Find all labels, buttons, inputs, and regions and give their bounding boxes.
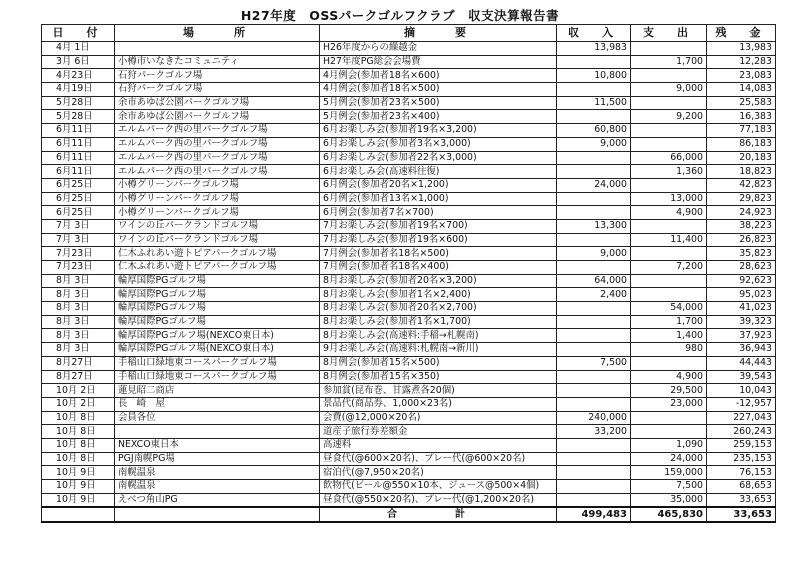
- cell-income: 9,000: [557, 247, 631, 261]
- cell-summary: 4月例会(参加者18名×600): [320, 69, 557, 83]
- cell-summary: H26年度からの繰越金: [320, 42, 557, 56]
- total-balance: 33,653: [707, 507, 776, 522]
- cell-summary: 6月お楽しみ会(参加者19名×3,200): [320, 124, 557, 138]
- header-place: 場 所: [115, 25, 320, 42]
- cell-summary: H27年度PG総会会場費: [320, 55, 557, 69]
- cell-summary: 昼食代(@550×20名)、プレー代(@1,200×20名): [320, 493, 557, 507]
- cell-balance: 42,823: [707, 178, 776, 192]
- cell-balance: 39,543: [707, 370, 776, 384]
- cell-place: 輪厚国際PGゴルフ場(NEXCO東日本): [115, 343, 320, 357]
- cell-date: 6月11日: [42, 151, 115, 165]
- cell-balance: 44,443: [707, 356, 776, 370]
- ledger-body: [42, 42, 776, 508]
- cell-balance: 23,083: [707, 69, 776, 83]
- cell-income: 64,000: [557, 274, 631, 288]
- cell-income: 240,000: [557, 411, 631, 425]
- cell-balance: 35,823: [707, 247, 776, 261]
- cell-expense: 23,000: [631, 397, 707, 411]
- cell-summary: 5月例会(参加者23名×500): [320, 96, 557, 110]
- table-row: [42, 411, 776, 425]
- cell-date: 10月 8日: [42, 425, 115, 439]
- cell-summary: 7月例会(参加者名18名×400): [320, 261, 557, 275]
- cell-date: 8月 3日: [42, 302, 115, 316]
- cell-expense: 54,000: [631, 302, 707, 316]
- cell-balance: 77,183: [707, 124, 776, 138]
- cell-balance: 26,823: [707, 233, 776, 247]
- cell-income: [557, 315, 631, 329]
- cell-date: 8月 3日: [42, 274, 115, 288]
- cell-income: [557, 370, 631, 384]
- cell-summary: 7月お楽しみ会(参加者19名×600): [320, 233, 557, 247]
- cell-date: 10月 8日: [42, 438, 115, 452]
- table-row: [42, 384, 776, 398]
- cell-balance: 29,823: [707, 192, 776, 206]
- cell-balance: 20,183: [707, 151, 776, 165]
- cell-date: 8月 3日: [42, 288, 115, 302]
- cell-place: 手稲山口緑地東コースパークゴルフ場: [115, 356, 320, 370]
- cell-balance: 68,653: [707, 480, 776, 494]
- table-row: [42, 302, 776, 316]
- cell-date: 10月 2日: [42, 397, 115, 411]
- table-row: [42, 466, 776, 480]
- cell-balance: 260,243: [707, 425, 776, 439]
- table-row: [42, 96, 776, 110]
- cell-expense: 35,000: [631, 493, 707, 507]
- cell-income: [557, 384, 631, 398]
- cell-income: [557, 480, 631, 494]
- cell-date: 10月 8日: [42, 411, 115, 425]
- cell-expense: 1,090: [631, 438, 707, 452]
- cell-income: [557, 261, 631, 275]
- cell-summary: 6月お楽しみ会(参加者22名×3,000): [320, 151, 557, 165]
- cell-income: [557, 452, 631, 466]
- cell-date: 10月 9日: [42, 466, 115, 480]
- table-row: [42, 206, 776, 220]
- cell-income: [557, 151, 631, 165]
- cell-date: 10月 2日: [42, 384, 115, 398]
- cell-date: 6月11日: [42, 137, 115, 151]
- cell-date: 7月 3日: [42, 233, 115, 247]
- table-row: [42, 315, 776, 329]
- table-row: [42, 261, 776, 275]
- cell-place: エルムパーク西の里パークゴルフ場: [115, 151, 320, 165]
- cell-expense: 1,400: [631, 329, 707, 343]
- cell-expense: [631, 124, 707, 138]
- cell-summary: 会費(@12,000×20名): [320, 411, 557, 425]
- cell-summary: 高速料: [320, 438, 557, 452]
- table-row: [42, 151, 776, 165]
- cell-income: 2,400: [557, 288, 631, 302]
- cell-place: えべつ角山PG: [115, 493, 320, 507]
- table-row: [42, 343, 776, 357]
- cell-income: 33,200: [557, 425, 631, 439]
- cell-balance: 25,583: [707, 96, 776, 110]
- cell-place: 長 崎 屋: [115, 397, 320, 411]
- cell-balance: 259,153: [707, 438, 776, 452]
- cell-place: 仁木ふれあい遊トピアパークゴルフ場: [115, 261, 320, 275]
- table-row: [42, 480, 776, 494]
- cell-date: 3月 6日: [42, 55, 115, 69]
- cell-income: [557, 110, 631, 124]
- ledger-table: [41, 24, 776, 523]
- cell-summary: 9月お楽しみ会(高速料:札幌南→新川): [320, 343, 557, 357]
- table-row: [42, 69, 776, 83]
- cell-expense: 29,500: [631, 384, 707, 398]
- cell-date: 5月28日: [42, 96, 115, 110]
- header-row: [42, 25, 776, 42]
- cell-place: 小樽市いなきたコミュニティ: [115, 55, 320, 69]
- cell-expense: 1,700: [631, 315, 707, 329]
- cell-balance: 38,223: [707, 219, 776, 233]
- cell-date: 8月27日: [42, 356, 115, 370]
- cell-date: 8月 3日: [42, 343, 115, 357]
- table-row: [42, 397, 776, 411]
- cell-place: 輪厚国際PGゴルフ場: [115, 302, 320, 316]
- cell-place: 小樽グリーンパークゴルフ場: [115, 206, 320, 220]
- cell-balance: 76,153: [707, 466, 776, 480]
- cell-summary: 7月お楽しみ会(参加者19名×700): [320, 219, 557, 233]
- cell-balance: 14,083: [707, 83, 776, 97]
- cell-place: 仁木ふれあい遊トピアパークゴルフ場: [115, 247, 320, 261]
- cell-income: 24,000: [557, 178, 631, 192]
- cell-summary: 6月例会(参加者20名×1,200): [320, 178, 557, 192]
- cell-place: ワインの丘パークランドゴルフ場: [115, 219, 320, 233]
- header-balance: 残 金: [707, 25, 776, 42]
- total-spacer: [115, 507, 320, 522]
- cell-expense: 9,000: [631, 83, 707, 97]
- cell-income: 60,800: [557, 124, 631, 138]
- cell-place: 蓮見昭二商店: [115, 384, 320, 398]
- cell-place: NEXCO東日本: [115, 438, 320, 452]
- cell-expense: [631, 178, 707, 192]
- cell-income: [557, 192, 631, 206]
- cell-balance: 18,823: [707, 165, 776, 179]
- cell-income: [557, 438, 631, 452]
- cell-balance: 41,023: [707, 302, 776, 316]
- cell-date: 4月23日: [42, 69, 115, 83]
- cell-balance: 12,283: [707, 55, 776, 69]
- cell-date: 6月25日: [42, 192, 115, 206]
- cell-date: 10月 9日: [42, 493, 115, 507]
- table-row: [42, 55, 776, 69]
- cell-place: 小樽グリーンパークゴルフ場: [115, 178, 320, 192]
- header-summary: 摘 要: [320, 25, 557, 42]
- cell-date: 4月19日: [42, 83, 115, 97]
- cell-income: [557, 233, 631, 247]
- cell-summary: 8月例会(参加者15名×350): [320, 370, 557, 384]
- cell-place: 手稲山口緑地東コースパークゴルフ場: [115, 370, 320, 384]
- total-row: [42, 507, 776, 522]
- cell-expense: 4,900: [631, 206, 707, 220]
- cell-balance: 92,623: [707, 274, 776, 288]
- cell-expense: [631, 219, 707, 233]
- table-row: [42, 42, 776, 56]
- cell-expense: [631, 425, 707, 439]
- cell-balance: 227,043: [707, 411, 776, 425]
- cell-summary: 道産子旅行券差額金: [320, 425, 557, 439]
- table-row: [42, 493, 776, 507]
- cell-income: [557, 55, 631, 69]
- cell-expense: 4,900: [631, 370, 707, 384]
- cell-balance: 86,183: [707, 137, 776, 151]
- table-row: [42, 438, 776, 452]
- cell-summary: 昼食代(@600×20名)、プレー代(@600×20名): [320, 452, 557, 466]
- cell-place: エルムパーク西の里パークゴルフ場: [115, 124, 320, 138]
- cell-summary: 8月例会(参加者15名×500): [320, 356, 557, 370]
- table-row: [42, 192, 776, 206]
- cell-place: 会員各位: [115, 411, 320, 425]
- cell-place: 輪厚国際PGゴルフ場: [115, 288, 320, 302]
- table-row: [42, 247, 776, 261]
- cell-place: 輪厚国際PGゴルフ場: [115, 315, 320, 329]
- table-row: [42, 274, 776, 288]
- header-date: 日 付: [42, 25, 115, 42]
- table-row: [42, 288, 776, 302]
- cell-income: 13,300: [557, 219, 631, 233]
- cell-income: [557, 165, 631, 179]
- table-row: [42, 110, 776, 124]
- cell-date: 10月 9日: [42, 480, 115, 494]
- cell-place: 小樽グリーンパークゴルフ場: [115, 192, 320, 206]
- cell-expense: 66,000: [631, 151, 707, 165]
- cell-balance: 235,153: [707, 452, 776, 466]
- cell-expense: [631, 42, 707, 56]
- cell-balance: 37,923: [707, 329, 776, 343]
- cell-date: 6月25日: [42, 206, 115, 220]
- cell-expense: 24,000: [631, 452, 707, 466]
- cell-summary: 8月お楽しみ会(参加者1名×1,700): [320, 315, 557, 329]
- total-spacer: [42, 507, 115, 522]
- table-row: [42, 356, 776, 370]
- table-row: [42, 178, 776, 192]
- cell-expense: 7,200: [631, 261, 707, 275]
- cell-summary: 6月お楽しみ会(参加者3名×3,000): [320, 137, 557, 151]
- cell-income: 10,800: [557, 69, 631, 83]
- cell-summary: 4月例会(参加者18名×500): [320, 83, 557, 97]
- cell-date: 8月 3日: [42, 329, 115, 343]
- cell-summary: 景品代(商品券、1,000×23名): [320, 397, 557, 411]
- cell-income: [557, 83, 631, 97]
- table-row: [42, 425, 776, 439]
- cell-summary: 飲物代(ビール@550×10本、ジュース@500×4個): [320, 480, 557, 494]
- cell-place: 石狩パークゴルフ場: [115, 83, 320, 97]
- cell-balance: -12,957: [707, 397, 776, 411]
- cell-balance: 13,983: [707, 42, 776, 56]
- cell-expense: 9,200: [631, 110, 707, 124]
- cell-place: 輪厚国際PGゴルフ場: [115, 274, 320, 288]
- table-row: [42, 329, 776, 343]
- total-label: 合 計: [320, 507, 557, 522]
- cell-place: ワインの丘パークランドゴルフ場: [115, 233, 320, 247]
- cell-income: [557, 466, 631, 480]
- cell-place: エルムパーク西の里パークゴルフ場: [115, 165, 320, 179]
- cell-income: 9,000: [557, 137, 631, 151]
- cell-balance: 33,653: [707, 493, 776, 507]
- table-row: [42, 370, 776, 384]
- cell-place: [115, 425, 320, 439]
- cell-income: [557, 493, 631, 507]
- cell-expense: [631, 288, 707, 302]
- cell-summary: 5月例会(参加者23名×400): [320, 110, 557, 124]
- cell-income: [557, 206, 631, 220]
- cell-balance: 24,923: [707, 206, 776, 220]
- total-expense: 465,830: [631, 507, 707, 522]
- cell-balance: 10,043: [707, 384, 776, 398]
- cell-expense: 1,360: [631, 165, 707, 179]
- table-row: [42, 219, 776, 233]
- cell-date: 6月11日: [42, 165, 115, 179]
- cell-expense: 13,000: [631, 192, 707, 206]
- cell-summary: 8月お楽しみ会(参加者20名×2,700): [320, 302, 557, 316]
- cell-date: 7月23日: [42, 247, 115, 261]
- cell-place: 輪厚国際PGゴルフ場(NEXCO東日本): [115, 329, 320, 343]
- cell-expense: [631, 69, 707, 83]
- table-row: [42, 165, 776, 179]
- cell-expense: [631, 274, 707, 288]
- cell-summary: 参加賞(昆布巻、甘露煮各20個): [320, 384, 557, 398]
- cell-expense: [631, 96, 707, 110]
- cell-expense: 7,500: [631, 480, 707, 494]
- total-income: 499,483: [557, 507, 631, 522]
- cell-income: 7,500: [557, 356, 631, 370]
- cell-place: 南幌温泉: [115, 466, 320, 480]
- cell-place: [115, 42, 320, 56]
- cell-date: 7月 3日: [42, 219, 115, 233]
- cell-balance: 16,383: [707, 110, 776, 124]
- cell-summary: 8月お楽しみ会(高速料:手稲→札幌南): [320, 329, 557, 343]
- cell-summary: 6月例会(参加者13名×1,000): [320, 192, 557, 206]
- cell-summary: 宿泊代(@7,950×20名): [320, 466, 557, 480]
- header-income: 収 入: [557, 25, 631, 42]
- cell-date: 10月 8日: [42, 452, 115, 466]
- cell-date: 8月27日: [42, 370, 115, 384]
- cell-expense: [631, 411, 707, 425]
- table-row: [42, 83, 776, 97]
- cell-income: [557, 329, 631, 343]
- cell-date: 6月11日: [42, 124, 115, 138]
- cell-place: 石狩パークゴルフ場: [115, 69, 320, 83]
- cell-balance: 95,023: [707, 288, 776, 302]
- cell-income: [557, 397, 631, 411]
- cell-income: [557, 343, 631, 357]
- cell-summary: 8月お楽しみ会(参加者20名×3,200): [320, 274, 557, 288]
- cell-place: 南幌温泉: [115, 480, 320, 494]
- cell-expense: 159,000: [631, 466, 707, 480]
- cell-balance: 36,943: [707, 343, 776, 357]
- cell-date: 4月 1日: [42, 42, 115, 56]
- cell-balance: 39,323: [707, 315, 776, 329]
- cell-place: 余市あゆば公園パークゴルフ場: [115, 110, 320, 124]
- cell-date: 5月28日: [42, 110, 115, 124]
- table-row: [42, 233, 776, 247]
- cell-summary: 6月お楽しみ会(高速料往復): [320, 165, 557, 179]
- cell-income: [557, 302, 631, 316]
- cell-summary: 6月例会(参加者7名×700): [320, 206, 557, 220]
- cell-date: 6月25日: [42, 178, 115, 192]
- cell-balance: 28,623: [707, 261, 776, 275]
- report-title: H27年度 OSSパークゴルフクラブ 収支決算報告書: [240, 8, 560, 23]
- cell-expense: [631, 137, 707, 151]
- cell-place: PGJ南幌PG場: [115, 452, 320, 466]
- table-row: [42, 137, 776, 151]
- cell-date: 8月 3日: [42, 315, 115, 329]
- cell-income: 13,983: [557, 42, 631, 56]
- cell-date: 7月23日: [42, 261, 115, 275]
- cell-summary: 7月例会(参加者名18名×500): [320, 247, 557, 261]
- cell-place: エルムパーク西の里パークゴルフ場: [115, 137, 320, 151]
- table-row: [42, 452, 776, 466]
- cell-expense: 980: [631, 343, 707, 357]
- cell-summary: 8月お楽しみ会(参加者1名×2,400): [320, 288, 557, 302]
- cell-expense: [631, 247, 707, 261]
- cell-expense: [631, 356, 707, 370]
- cell-place: 余市あゆば公園パークゴルフ場: [115, 96, 320, 110]
- cell-expense: 1,700: [631, 55, 707, 69]
- cell-income: 11,500: [557, 96, 631, 110]
- header-expense: 支 出: [631, 25, 707, 42]
- cell-expense: 11,400: [631, 233, 707, 247]
- table-row: [42, 124, 776, 138]
